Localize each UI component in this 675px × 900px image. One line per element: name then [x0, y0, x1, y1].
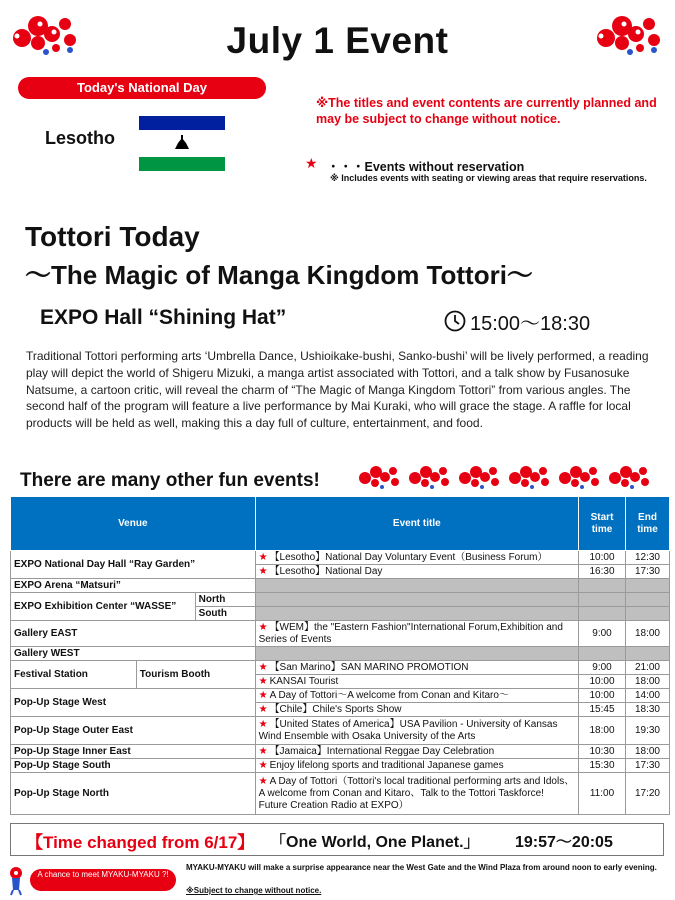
- venue-cell: Pop-Up Stage West: [11, 689, 256, 717]
- expo-logo-icon: [407, 464, 451, 490]
- clock-icon: [444, 310, 466, 332]
- expo-logo-icon: [507, 464, 551, 490]
- page-title: July 1 Event: [226, 20, 449, 61]
- event-title: 【Lesotho】National Day: [269, 565, 383, 577]
- venue-cell: EXPO Arena “Matsuri”: [11, 579, 256, 593]
- lesotho-flag-icon: [139, 116, 225, 171]
- myaku-chance-badge: A chance to meet MYAKU-MYAKU ?!: [30, 869, 176, 891]
- event-title: KANSAI Tourist: [269, 675, 339, 687]
- national-day-badge: Today's National Day: [18, 77, 266, 99]
- venue-header: Venue: [11, 497, 256, 551]
- other-events-heading: There are many other fun events!: [20, 470, 320, 491]
- expo-logo-icon: [607, 464, 651, 490]
- table-row: [11, 717, 670, 745]
- venue-cell: Gallery WEST: [11, 647, 256, 661]
- empty-cell: [579, 647, 626, 661]
- time-changed-time: 19:57～20:05: [515, 834, 613, 851]
- end-time: 12:30: [625, 551, 669, 565]
- myaku-myaku-mascot-icon: [6, 866, 26, 896]
- feature-subtitle: ～The Magic of Manga Kingdom Tottori～: [25, 260, 533, 290]
- table-row: [11, 621, 670, 647]
- start-time: 10:30: [579, 745, 626, 759]
- start-time: 10:00: [579, 689, 626, 703]
- star-icon: ★: [258, 689, 268, 701]
- myaku-description: MYAKU-MYAKU will make a surprise appearance near the West Gate and the Wind Plaza from around noon to early evening.: [186, 863, 657, 872]
- event-cell: [255, 717, 578, 745]
- event-title: 【Jamaica】International Reggae Day Celebration: [269, 745, 495, 757]
- event-title: 【San Marino】SAN MARINO PROMOTION: [269, 661, 469, 673]
- star-icon: ★: [258, 775, 268, 787]
- venue-cell: Festival Station: [11, 661, 137, 689]
- empty-cell: [579, 579, 626, 593]
- table-row: [11, 745, 670, 759]
- event-cell: [255, 745, 578, 759]
- event-cell: [255, 773, 578, 815]
- empty-cell: [255, 647, 578, 661]
- star-icon: ★: [258, 703, 268, 715]
- end-time: 19:30: [625, 717, 669, 745]
- event-title-header: Event title: [255, 497, 578, 551]
- table-row: [11, 593, 670, 607]
- end-time: 17:20: [625, 773, 669, 815]
- myaku-note: ※Subject to change without notice.: [186, 886, 322, 895]
- end-time: 14:00: [625, 689, 669, 703]
- venue-cell: Pop-Up Stage Outer East: [11, 717, 256, 745]
- table-header-row: [11, 497, 670, 551]
- event-title: 【Lesotho】National Day Voluntary Event（Business Forum）: [269, 551, 548, 563]
- sub-venue-cell: North: [195, 593, 255, 607]
- expo-logo-icon: [457, 464, 501, 490]
- start-time: 10:00: [579, 551, 626, 565]
- start-time-header: Start time: [579, 497, 626, 551]
- events-table: [10, 496, 670, 815]
- start-time: 15:45: [579, 703, 626, 717]
- time-changed-label: 【Time changed from 6/17】: [26, 833, 255, 852]
- event-title: Enjoy lifelong sports and traditional Japanese games: [269, 759, 504, 771]
- end-time-header: End time: [625, 497, 669, 551]
- empty-cell: [255, 593, 578, 607]
- star-icon: ★: [258, 759, 268, 771]
- table-row: [11, 647, 670, 661]
- star-icon: ★: [258, 565, 268, 577]
- event-cell: [255, 551, 578, 565]
- event-title: A Day of Tottori（Tottori's local traditional performing arts and Idols、A welcome from Conan and Kitaro、Talk to the Tottori Taskforce! Future Creation Radio at EXPO）: [258, 775, 575, 811]
- end-time: 21:00: [625, 661, 669, 675]
- expo-logo-icon: [557, 464, 601, 490]
- venue-cell: Pop-Up Stage South: [11, 759, 256, 773]
- table-row: [11, 661, 670, 675]
- empty-cell: [255, 579, 578, 593]
- start-time: 9:00: [579, 661, 626, 675]
- end-time: 18:30: [625, 703, 669, 717]
- start-time: 15:30: [579, 759, 626, 773]
- expo-logo-icon: [357, 464, 401, 490]
- event-title: 【Chile】Chile's Sports Show: [269, 703, 402, 715]
- table-row: [11, 579, 670, 593]
- feature-venue: EXPO Hall “Shining Hat”: [40, 306, 287, 329]
- star-icon: ★: [258, 551, 268, 563]
- sub-venue-cell: Tourism Booth: [136, 661, 255, 689]
- event-cell: [255, 703, 578, 717]
- empty-cell: [625, 607, 669, 621]
- legend-note: ※ Includes events with seating or viewing areas that require reservations.: [330, 173, 647, 183]
- star-icon: ★: [258, 675, 268, 687]
- table-row: [11, 551, 670, 565]
- start-time: 10:00: [579, 675, 626, 689]
- feature-title: Tottori Today: [25, 221, 200, 252]
- end-time: 17:30: [625, 565, 669, 579]
- end-time: 18:00: [625, 745, 669, 759]
- event-cell: [255, 661, 578, 675]
- empty-cell: [625, 593, 669, 607]
- event-cell: [255, 565, 578, 579]
- feature-time: 15:00～18:30: [470, 313, 591, 335]
- start-time: 9:00: [579, 621, 626, 647]
- feature-description: Traditional Tottori performing arts ‘Umbrella Dance, Ushioikake-bushi, Sanko-bushi’ will be lively performed, a reading play will depict the world of Shigeru Mizuki, a manga artist associated with Tottori, and a talk show by Fusanosuke Natsume, a cartoon critic, will reveal the charm of “The Magic of Manga Kingdom Tottori” from various angles. The second half of the program will feature a live performance by Mai Kuraki, who will grace the stage. A raffle for local products will be held as well, making this a day full of culture, entertainment, and food.: [26, 349, 649, 431]
- venue-cell: EXPO Exhibition Center “WASSE”: [11, 593, 196, 621]
- empty-cell: [255, 607, 578, 621]
- start-time: 16:30: [579, 565, 626, 579]
- sub-venue-cell: South: [195, 607, 255, 621]
- venue-cell: EXPO National Day Hall “Ray Garden”: [11, 551, 256, 579]
- event-cell: [255, 689, 578, 703]
- legend-text: ・・・Events without reservation: [327, 160, 525, 174]
- table-row: [11, 689, 670, 703]
- event-cell: [255, 759, 578, 773]
- end-time: 17:30: [625, 759, 669, 773]
- empty-cell: [625, 647, 669, 661]
- event-cell: [255, 675, 578, 689]
- event-title: 【WEM】the "Eastern Fashion"International Forum,Exhibition and Series of Events: [258, 621, 563, 645]
- venue-cell: Gallery EAST: [11, 621, 256, 647]
- table-row: [11, 773, 670, 815]
- table-row: [11, 759, 670, 773]
- end-time: 18:00: [625, 675, 669, 689]
- venue-cell: Pop-Up Stage Inner East: [11, 745, 256, 759]
- star-icon: ★: [258, 661, 268, 673]
- legend-star-icon: ★: [305, 155, 318, 171]
- event-cell: [255, 621, 578, 647]
- start-time: 18:00: [579, 717, 626, 745]
- end-time: 18:00: [625, 621, 669, 647]
- start-time: 11:00: [579, 773, 626, 815]
- empty-cell: [579, 593, 626, 607]
- star-icon: ★: [258, 745, 268, 757]
- star-icon: ★: [258, 718, 268, 730]
- venue-cell: Pop-Up Stage North: [11, 773, 256, 815]
- star-icon: ★: [258, 621, 268, 633]
- empty-cell: [625, 579, 669, 593]
- country-name: Lesotho: [45, 128, 115, 148]
- event-title: A Day of Tottori～A welcome from Conan and Kitaro～: [269, 689, 509, 701]
- change-notice: ※The titles and event contents are currently planned and may be subject to change without notice.: [316, 96, 657, 126]
- time-changed-title: 「One World, One Planet.」: [270, 834, 480, 851]
- empty-cell: [579, 607, 626, 621]
- event-title: 【United States of America】USA Pavilion - University of Kansas Wind Ensemble with Osaka University of the Arts: [258, 718, 558, 742]
